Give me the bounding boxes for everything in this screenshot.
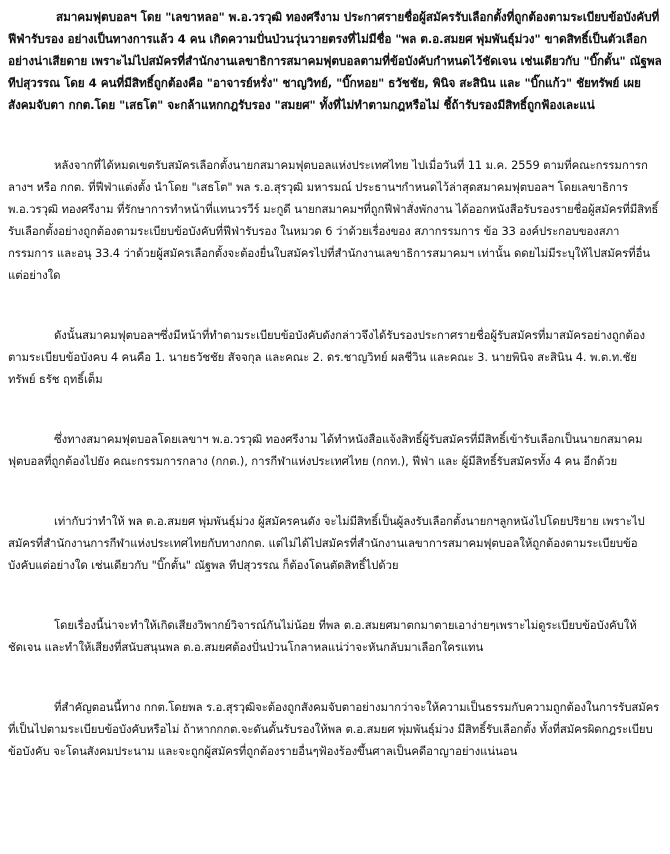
- article-paragraph: หลังจากที่ได้หมดเขตรับสมัครเลือกตั้งนายกสมาคมฟุตบอลแห่งประเทศไทย ไปเมื่อวันที่ 11 ม.ค. 2559 ตามที่คณะกรรมการกลางฯ หรือ กกต. ที่ฟีฟ่าแต่งตั้ง นำโดย "เสธโต" พล ร.อ.สุรวุฒิ มหารมณ์ ประธานฯกำหนดไว้ล่าสุดสมาคมฟุตบอลฯ โดยเลขาธิการ พ.อ.วรวุฒิ ทองศรีงาม ที่รักษาการทำหน้าที่แทนวรวีร์ มะกูดี นายกสมาคมฯที่ถูกฟีฟ่าสั่งพักงาน ได้ออกหนังสือรับรองรายชื่อผู้สมัครที่มีสิทธิ์รับเลือกตั้งอย่างถูกต้องตามระเบียบข้อบังคับที่ฟีฟ่ารับรอง ในหมวด 6 ว่าด้วยเรื่องของ สภากรรมการ ข้อ 33 องค์ประกอบของสภากรรมการ และอนุ 33.4 ว่าด้วยผู้สมัครเลือกตั้งจะต้องยื่นใบสมัครไปที่สำนักงานเลขาธิการสมาคมฯ เท่านั้น ดดยไม่มีระบุให้ไปสมัครที่อื่นแต่อย่างใด: [8, 158, 659, 282]
- article-paragraph: ดังนั้นสมาคมฟุตบอลฯซึ่งมีหน้าที่ทำตามระเบียบข้อบังคับดังกล่าวจึงได้รับรองประกาศรายชื่อผู้รับสมัครที่มาสมัครอย่างถูกต้องตามระเบียบข้อบังคบ 4 คนคือ 1. นายธวัชชัย สัจจกุล และคณะ 2. ดร.ชาญวิทย์ ผลชีวิน และคณะ 3. นายพินิจ สะสินิน 4. พ.ต.ท.ชัยทรัพย์ ธรัช ฤทธิ์เต็ม: [8, 328, 645, 386]
- article-paragraph: เท่ากับว่าทำให้ พล ต.อ.สมยศ พุ่มพันธุ์ม่วง ผู้สมัครคนดัง จะไม่มีสิทธิ์เป็นผู้ลงรับเลือกตั้งนายกฯลูกหนังไปโดยปริยาย เพราะไปสมัครที่สำนักงานการกีฬาแห่งประเทศไทยกับทางกกต. แต่ไม่ได้ไปสมัครที่สำนักงานเลขาการสมาคมฟุตบอลให้ถูกต้องตามระเบียบข้อบังคับแต่อย่างใด เช่นเดียวกับ "บิ๊กตั้น" ณัฐพล ทีปสุวรรณ ก็ต้องโดนตัดสิทธิ์ไปด้วย: [8, 514, 645, 572]
- article-lead-paragraph: สมาคมฟุตบอลฯ โดย "เลขาหลอ" พ.อ.วรวุฒิ ทองศรีงาม ประกาศรายชื่อผู้สมัครรับเลือกตั้งที่ถูกต้องตามระเบียบข้อบังคับที่ฟีฟ่ารับรอง อย่างเป็นทางการแล้ว 4 คน เกิดความปั่นป่วนวุ่นวายตรงที่ไม่มีชื่อ "พล ต.อ.สมยศ พุ่มพันธุ์ม่วง" ขาดสิทธิ์เป็นตัวเลือกอย่างน่าเสียดาย เพราะไม่ไปสมัครที่สำนักงานเลขาธิการสมาคมฟุตบอลตามที่ข้อบังคับกำหนดไว้ชัดเจน เช่นเดียวกับ "บิ๊กตั้น" ณัฐพล ทีปสุวรรณ โดย 4 คนที่มีสิทธิ์ถูกต้องคือ "อาจารย์หรั่ง" ชาญวิทย์, "บิ๊กหอย" ธวัชชัย, พินิจ สะสินิน และ "บิ๊กแก้ว" ชัยทรัพย์ เผยสังคมจับตา กกต.โดย "เสธโต" จะกล้าแหกกฎรับรอง "สมยศ" ทั้งที่ไม่ทำตามกฎหรือไม่ ชี้ถ้ารับรองมีสิทธิ์ถูกฟ้องเละแน่: [8, 10, 662, 112]
- article-paragraph: ซึ่งทางสมาคมฟุตบอลโดยเลขาฯ พ.อ.วรวุฒิ ทองศรีงาม ได้ทำหนังสือแจ้งสิทธิ์ผู้รับสมัครที่มีสิทธิ์เข้ารับเลือกเป็นนายกสมาคมฟุตบอลที่ถูกต้องไปยัง คณะกรรมการกลาง (กกต.), การกีฬาแห่งประเทศไทย (กกท.), ฟีฟ่า และ ผู้มีสิทธิ์รับสมัครทั้ง 4 คน อีกด้วย: [8, 432, 643, 468]
- article-paragraph: ที่สำคัญตอนนี้ทาง กกต.โดยพล ร.อ.สุรวุฒิจะต้องถูกสังคมจับตาอย่างมากว่าจะให้ความเป็นธรรมกับความถูกต้องในการรับสมัครที่เป็นไปตามระเบียบข้อบังคับหรือไม่ ถ้าหากกกต.จะดันดั้นรับรองให้พล ต.อ.สมยศ พุ่มพันธุ์ม่วง มีสิทธิ์รับเลือกตั้ง ทั้งที่สมัครผิดกฎระเบียบข้อบังคับ จะโดนสังคมประนาม และจะถูกผู้สมัครที่ถูกต้องรายอื่นๆฟ้องร้องขึ้นศาลเป็นคดีอาญาอย่างแน่นอน: [8, 700, 660, 758]
- article-paragraph: โดยเรื่องนี้น่าจะทำให้เกิดเสียงวิพากย์วิจารณ์กันไม่น้อย ที่พล ต.อ.สมยศมาตกมาตายเอาง่ายๆเพราะไม่ดูระเบียบข้อบังคับให้ชัดเจน และทำให้เสียงที่สนับสนุนพล ต.อ.สมยศต้องปั่นป่วนโกลาหลแน่ว่าจะหันกลับมาเลือกใครแทน: [8, 618, 637, 654]
